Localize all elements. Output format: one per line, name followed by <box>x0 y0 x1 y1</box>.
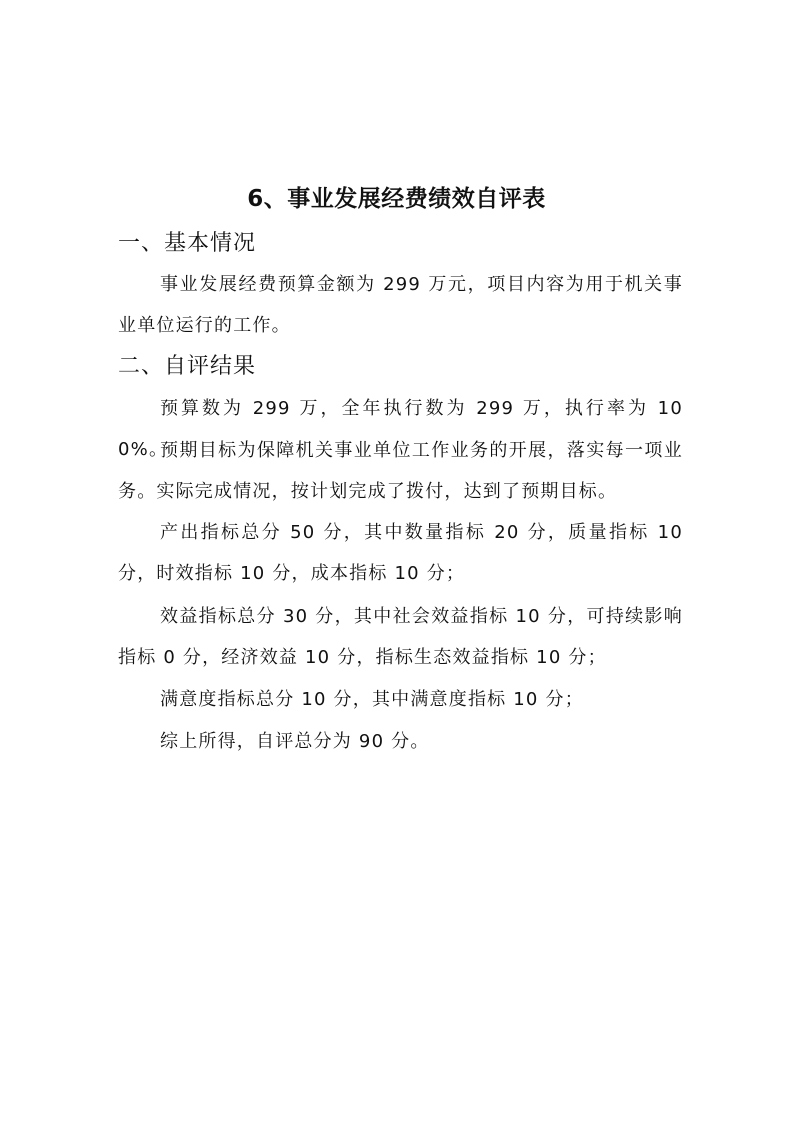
execution-rate-paragraph: 预算数为 299 万，全年执行数为 299 万，执行率为 100%。 <box>118 398 683 460</box>
document-title: 6、事业发展经费绩效自评表 <box>247 186 546 212</box>
benefit-indicators-paragraph: 效益指标总分 30 分，其中社会效益指标 10 分，可持续影响指标 0 分，经济效益 10 分，指标生态效益指标 10 分； <box>118 606 683 668</box>
section-heading-basic-info: 一、基本情况 <box>118 231 257 256</box>
section-heading-self-evaluation: 二、自评结果 <box>118 354 257 379</box>
satisfaction-indicators-paragraph: 满意度指标总分 10 分，其中满意度指标 10 分； <box>160 689 584 710</box>
total-score-paragraph: 综上所得，自评总分为 90 分。 <box>160 731 430 752</box>
output-indicators-paragraph: 产出指标总分 50 分，其中数量指标 20 分，质量指标 10 分，时效指标 10 分，成本指标 10 分； <box>118 522 683 584</box>
expected-goal-paragraph: 预期目标为保障机关事业单位工作业务的开展，落实每一项业务。实际完成情况，按计划完成了拨付，达到了预期目标。 <box>118 440 683 502</box>
basic-info-paragraph: 事业发展经费预算金额为 299 万元，项目内容为用于机关事业单位运行的工作。 <box>118 274 683 336</box>
